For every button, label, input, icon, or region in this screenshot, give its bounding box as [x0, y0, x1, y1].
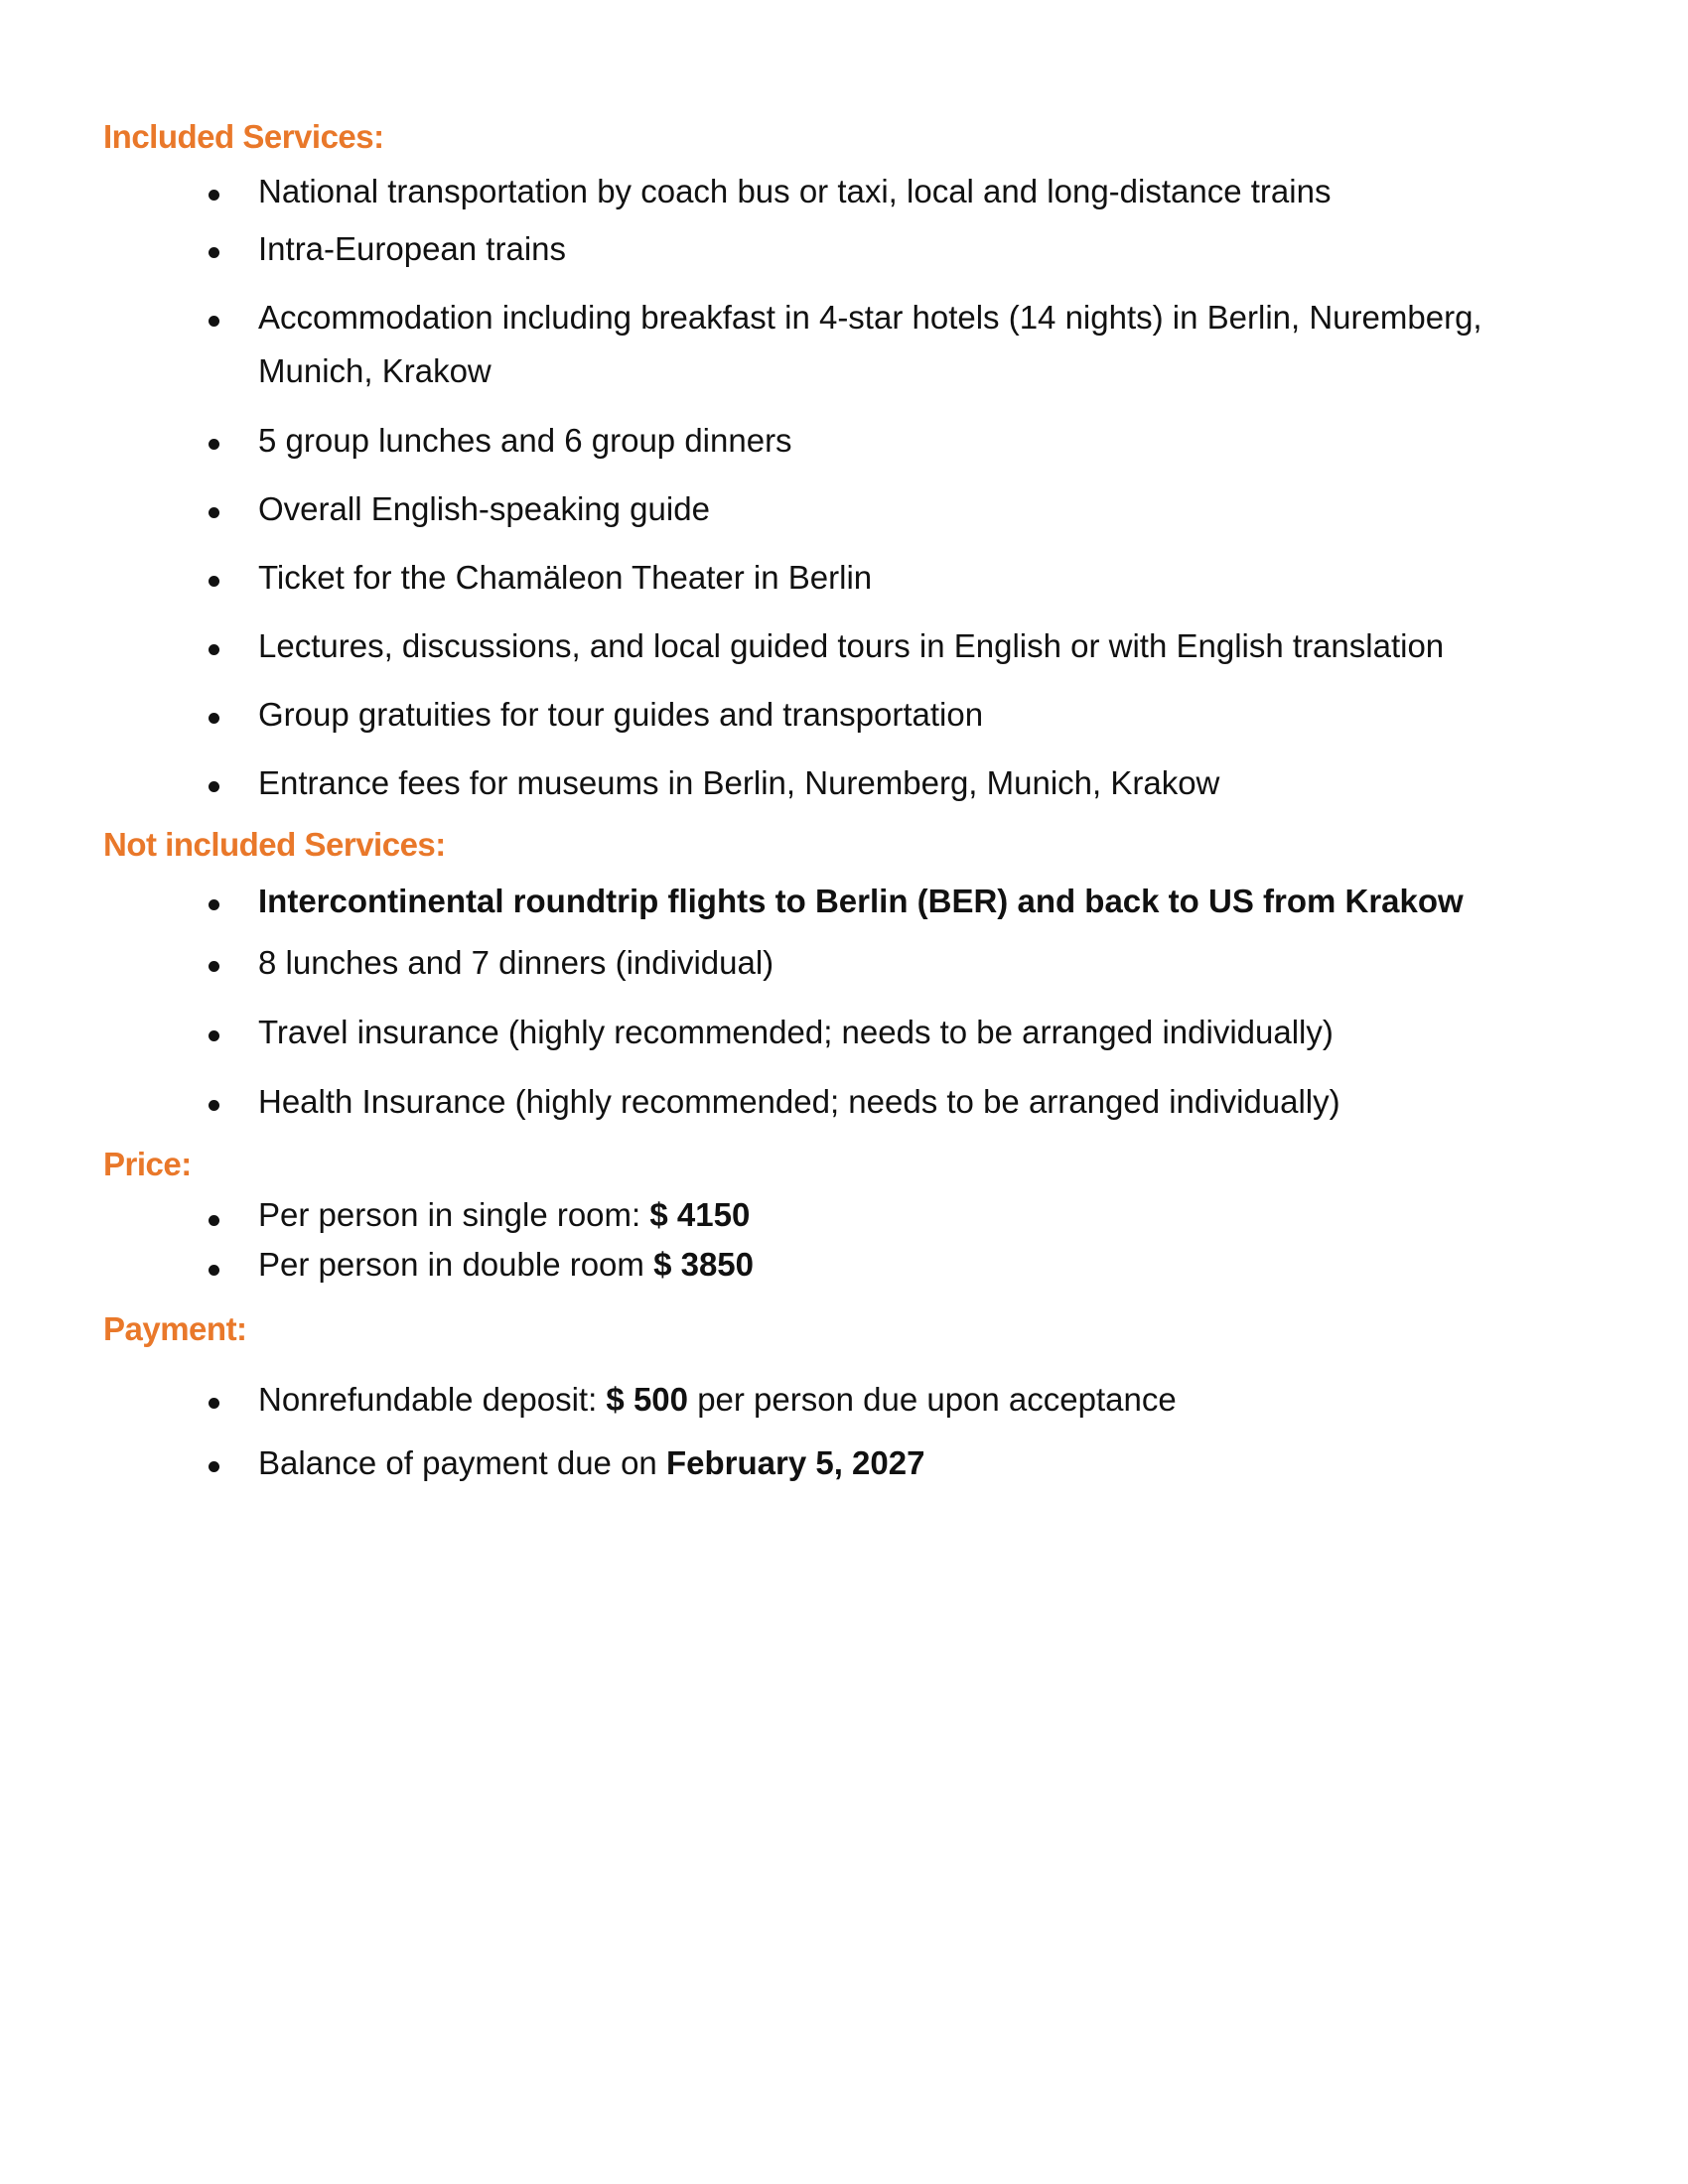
list-item: [103, 936, 1573, 990]
list-item: [103, 414, 1573, 468]
not-included-services-section: [103, 825, 1573, 1129]
list-item: [103, 551, 1573, 605]
bullet-icon: [209, 1461, 219, 1472]
list-item-text: National transportation by coach bus or taxi, local and long-distance trains: [258, 173, 1332, 209]
bullet-icon: [209, 1398, 219, 1409]
list-item-text: Intra-European trains: [258, 230, 567, 267]
bullet-icon: [209, 1215, 219, 1226]
bullet-icon: [209, 899, 219, 910]
list-item: [103, 291, 1573, 398]
not-included-services-heading: Not included Services:: [103, 826, 446, 863]
bullet-icon: [209, 439, 219, 450]
bullet-icon: [209, 190, 219, 201]
included-services-list: [103, 165, 1573, 810]
included-services-heading: Included Services:: [103, 118, 384, 155]
deposit-suffix: per person due upon acceptance: [697, 1381, 1177, 1418]
list-item-text: Group gratuities for tour guides and transportation: [258, 696, 984, 733]
bullet-icon: [209, 1265, 219, 1276]
payment-list: [103, 1373, 1573, 1490]
price-heading: Price:: [103, 1146, 192, 1182]
price-single-amount: $ 4150: [649, 1196, 751, 1233]
price-double-amount: $ 3850: [653, 1246, 755, 1283]
bullet-icon: [209, 961, 219, 972]
payment-heading: Payment:: [103, 1310, 247, 1347]
bullet-icon: [209, 1030, 219, 1041]
list-item-text: Health Insurance (highly recommended; needs to be arranged individually): [258, 1083, 1340, 1120]
price-double-item: [103, 1240, 1573, 1290]
not-included-services-list: [103, 875, 1573, 1129]
deposit-amount: $ 500: [606, 1381, 689, 1418]
list-item: [103, 1006, 1573, 1059]
price-single-label: Per person in single room:: [258, 1196, 641, 1233]
list-item: [103, 756, 1573, 810]
deposit-label: Nonrefundable deposit:: [258, 1381, 598, 1418]
balance-date: February 5, 2027: [665, 1444, 925, 1481]
bullet-icon: [209, 1100, 219, 1111]
bullet-icon: [209, 644, 219, 655]
price-section: [103, 1145, 1573, 1290]
bullet-icon: [209, 781, 219, 792]
balance-label: Balance of payment due on: [258, 1444, 657, 1481]
list-item-text: Intercontinental roundtrip flights to Berlin (BER) and back to US from Krakow: [258, 883, 1464, 919]
list-item-text: Overall English-speaking guide: [258, 490, 710, 527]
bullet-icon: [209, 713, 219, 724]
list-item-text: Lectures, discussions, and local guided tours in English or with English translation: [258, 627, 1445, 664]
bullet-icon: [209, 247, 219, 258]
bullet-icon: [209, 576, 219, 587]
price-single-item: [103, 1190, 1573, 1240]
list-item: [103, 619, 1573, 673]
list-item: [103, 165, 1573, 218]
list-item-text: Entrance fees for museums in Berlin, Nuremberg, Munich, Krakow: [258, 764, 1220, 801]
list-item-text: 5 group lunches and 6 group dinners: [258, 422, 792, 459]
price-list: [103, 1190, 1573, 1290]
list-item: [103, 482, 1573, 536]
list-item: [103, 222, 1573, 276]
list-item-text: Ticket for the Chamäleon Theater in Berlin: [258, 559, 873, 596]
bullet-icon: [209, 316, 219, 327]
price-double-label: Per person in double room: [258, 1246, 644, 1283]
deposit-item: [103, 1373, 1573, 1427]
list-item: [103, 1075, 1573, 1129]
included-services-section: [103, 117, 1573, 810]
list-item: [103, 875, 1573, 928]
document-body: [103, 117, 1573, 1500]
balance-item: [103, 1436, 1573, 1490]
list-item-text: Accommodation including breakfast in 4-star hotels (14 nights) in Berlin, Nuremberg, Munich, Krakow: [258, 299, 1482, 389]
payment-section: [103, 1309, 1573, 1490]
list-item: [103, 688, 1573, 742]
list-item-text: 8 lunches and 7 dinners (individual): [258, 944, 774, 981]
list-item-text: Travel insurance (highly recommended; needs to be arranged individually): [258, 1014, 1334, 1050]
bullet-icon: [209, 507, 219, 518]
